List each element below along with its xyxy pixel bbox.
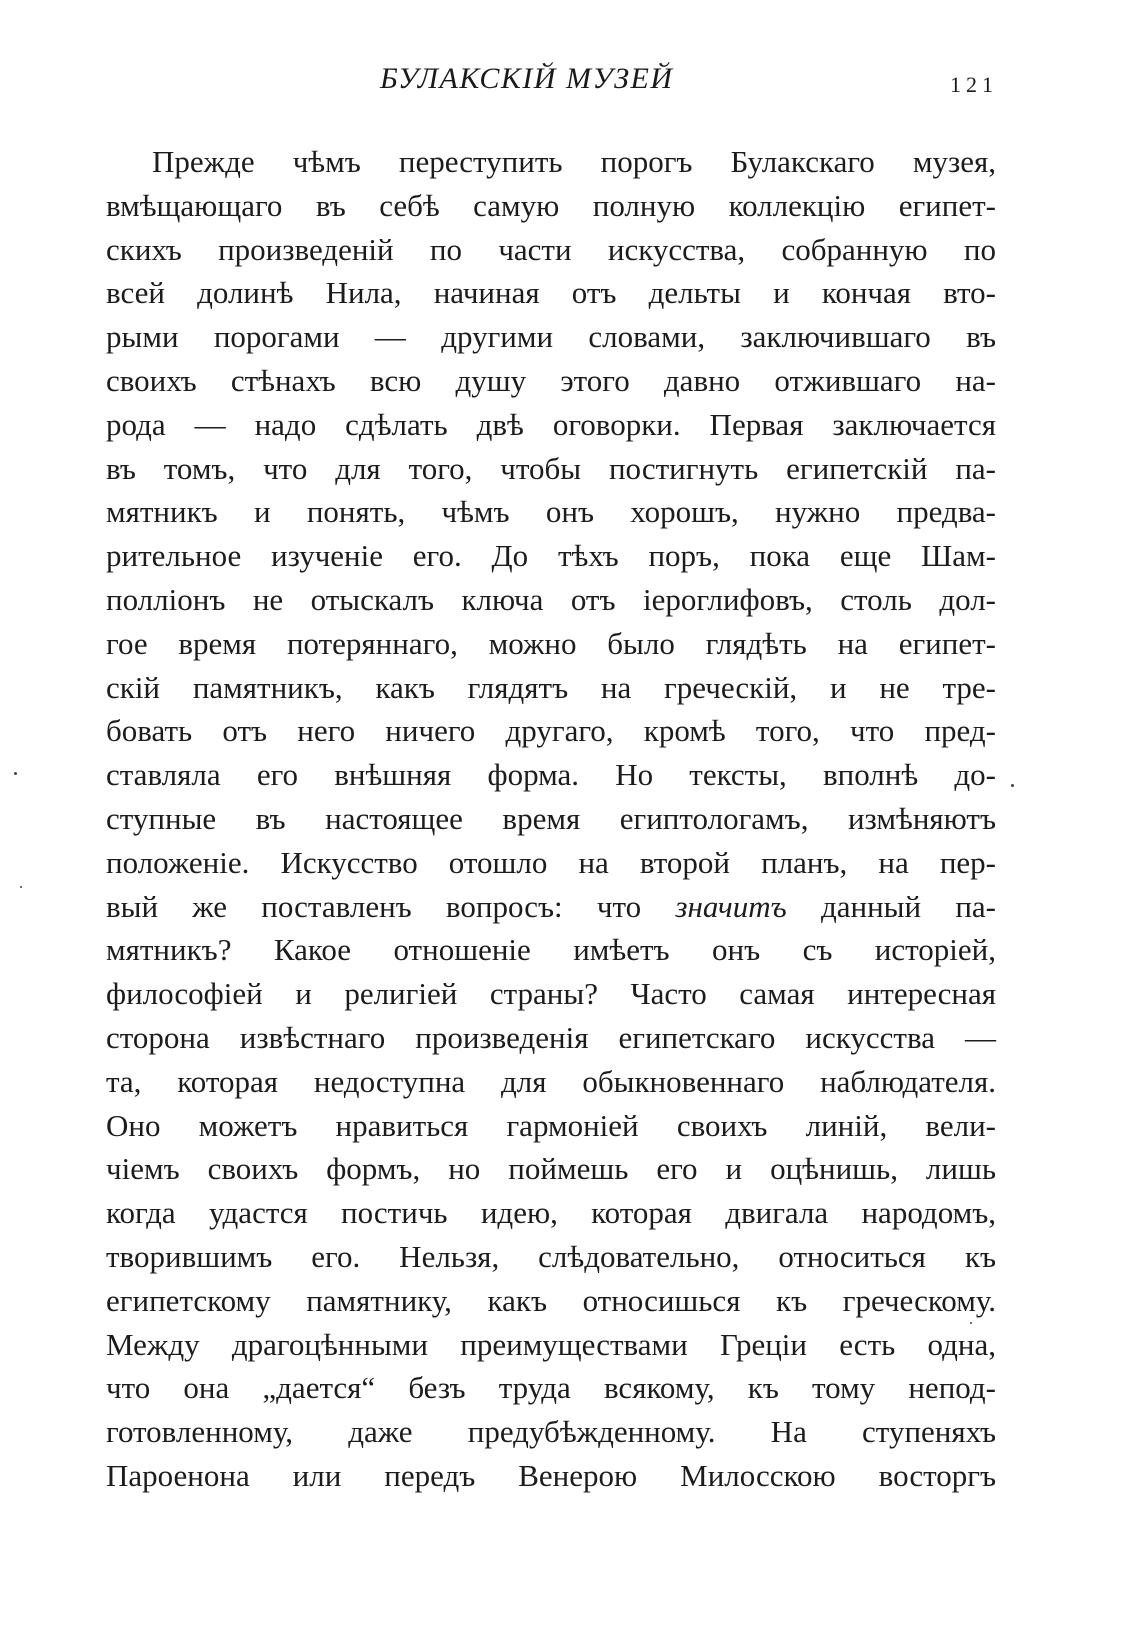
text-line: философіей и религіей страны? Часто самая интересная: [106, 976, 996, 1012]
text-line: ступные въ настоящее время египтологамъ, измѣняютъ: [106, 800, 996, 836]
text-line: вмѣщающаго въ себѣ самую полную коллекцію египет-: [106, 187, 996, 223]
text-line: положеніе. Искусство отошло на второй планъ, на пер-: [106, 844, 996, 880]
text-line: всей долинѣ Нила, начиная отъ дельты и кончая вто-: [106, 275, 996, 311]
text-line: рительное изученіе его. До тѣхъ поръ, пока еще Шам-: [106, 538, 996, 574]
text-line: Пароенона или передъ Венерою Милосскою восторгъ: [106, 1457, 996, 1493]
text-line: ставляла его внѣшняя форма. Но тексты, вполнѣ до-: [106, 757, 996, 793]
text-line: полліонъ не отыскалъ ключа отъ іероглифовъ, столь дол-: [106, 581, 996, 617]
text-line: гое время потеряннаго, можно было глядѣть на египет-: [106, 625, 996, 661]
running-head-title: БУЛАКСКІЙ МУЗЕЙ: [380, 62, 674, 95]
text-line: египетскому памятнику, какъ относишься къ греческому.: [106, 1282, 996, 1318]
text-line: Прежде чѣмъ переступить порогъ Булакскаго музея,: [152, 144, 996, 179]
text-line: въ томъ, что для того, чтобы постигнуть египетскій па-: [106, 450, 996, 486]
text-segment: данный па-: [820, 888, 996, 924]
text-line: скихъ произведеній по части искусства, собранную по: [106, 231, 996, 267]
text-line: мятникъ и понять, чѣмъ онъ хорошъ, нужно предва-: [106, 494, 996, 530]
text-line: рыми порогами — другими словами, заключившаго въ: [106, 319, 996, 355]
text-line-with-emphasis: [106, 885, 996, 929]
text-line: творившимъ его. Нельзя, слѣдовательно, относиться къ: [106, 1238, 996, 1274]
text-line: чіемъ своихъ формъ, но поймешь его и оцѣнишь, лишь: [106, 1151, 996, 1187]
text-line: скій памятникъ, какъ глядятъ на греческій, и не тре-: [106, 669, 996, 705]
text-line: когда удастся постичь идею, которая двигала народомъ,: [106, 1195, 996, 1231]
text-line: бовать отъ него ничего другаго, кромѣ того, что пред-: [106, 713, 996, 749]
print-speck: [20, 886, 22, 888]
page-number: 121: [950, 72, 998, 97]
text-line: Между драгоцѣнными преимуществами Греціи есть одна,: [106, 1326, 996, 1362]
text-line: что она „дается“ безъ труда всякому, къ тому непод-: [106, 1370, 996, 1406]
text-line: та, которая недоступна для обыкновеннаго наблюдателя.: [106, 1063, 996, 1099]
text-line: Оно можетъ нравиться гармоніей своихъ линій, вели-: [106, 1107, 996, 1143]
text-line: мятникъ? Какое отношеніе имѣетъ онъ съ исторіей,: [106, 932, 996, 968]
text-line: готовленному, даже предубѣжденному. На ступеняхъ: [106, 1414, 996, 1450]
text-line: рода — надо сдѣлать двѣ оговорки. Первая заключается: [106, 406, 996, 442]
body-text: [106, 140, 996, 1498]
print-speck: [970, 1322, 972, 1324]
print-speck: [1011, 784, 1014, 787]
emphasized-word: значитъ: [675, 888, 787, 924]
text-line: своихъ стѣнахъ всю душу этого давно отжившаго на-: [106, 362, 996, 398]
text-line: сторона извѣстнаго произведенія египетскаго искусства —: [106, 1019, 996, 1055]
print-speck: [14, 772, 17, 775]
text-segment: вый же поставленъ вопросъ: что: [106, 888, 642, 924]
